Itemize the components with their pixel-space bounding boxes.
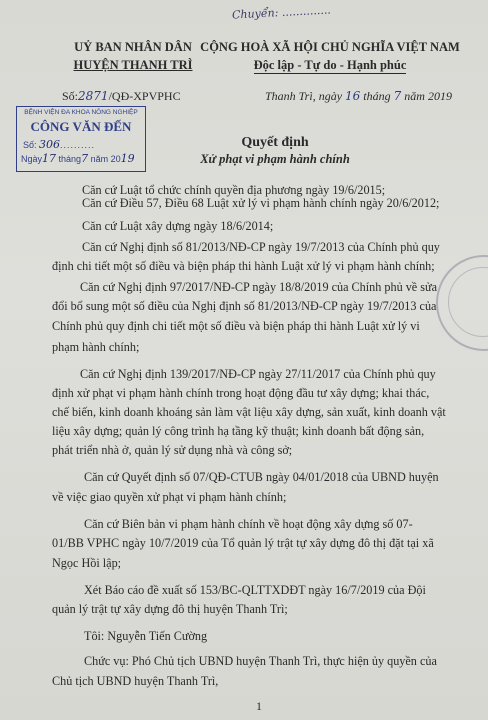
stamp-hospital-name: BỆNH VIỆN ĐA KHOA NÔNG NGHIỆP [24,109,138,116]
document-number [62,89,181,104]
issue-date [265,89,452,104]
decision-title: Quyết định [241,135,309,150]
body-line: Căn cứ Luật tổ chức chính quyền địa phương ngày 19/6/2015; [82,183,386,197]
body-line: về việc giao quyền xử phạt vi phạm hành chính; [52,490,287,504]
date-day: 16 [345,89,361,103]
body-line: Căn cứ Luật xây dựng ngày 18/6/2014; [82,219,274,233]
body-line: Căn cứ Biên bản vi phạm hành chính về hoạt động xây dựng số 07- [84,517,413,531]
body-line: Chủ tịch UBND huyện Thanh Trì, [52,674,219,688]
stamp-number-value: 306 [39,138,61,151]
national-motto: Độc lập - Tự do - Hạnh phúc [253,58,407,72]
body-line: Chức vụ: Phó Chủ tịch UBND huyện Thanh Trì, thực hiện ủy quyền của [84,654,437,668]
document-number-suffix: /QĐ-XPVPHC [108,89,181,103]
body-line: định chi tiết một số điều và biện pháp thi hành Luật xử lý vi phạm hành chính; [52,259,435,273]
official-round-seal [436,255,488,351]
body-line: Tôi: Nguyễn Tiến Cường [84,629,208,643]
stamp-month-value: 7 [81,152,89,165]
body-line: Căn cứ Quyết định số 07/QĐ-CTUB ngày 04/01/2018 của UBND huyện [84,470,439,484]
body-line: quản lý trật tự xây dựng đô thị huyện Thanh Trì; [52,602,288,616]
stamp-year-label: năm 20 [90,154,121,164]
body-line: Ngọc Hồi lập; [52,556,122,570]
stamp-date-row [17,152,145,165]
page-number: 1 [256,699,262,713]
stamp-month-label: tháng [58,154,82,164]
body-line: phạm hành chính; [52,340,140,354]
stamp-number-row: Số: 306.......... [23,138,96,151]
issuing-agency-header [62,40,204,73]
stamp-title: CÔNG VĂN ĐẾN [30,119,132,134]
decision-subtitle: Xử phạt vi phạm hành chính [200,152,350,166]
nation-title: CỘNG HOÀ XÃ HỘI CHỦ NGHĨA VIỆT NAM [200,40,460,54]
body-line: Chính phủ quy định chi tiết một số điều và biện pháp thi hành Luật xử lý vi [52,319,420,333]
stamp-number-label: Số: [23,140,37,150]
agency-name: UỶ BAN NHÂN DÂN [74,40,192,54]
body-line: liệu xây dựng; quản lý công trình hạ tầng kỹ thuật; kinh doanh bất động sản, [52,424,425,438]
body-line: Căn cứ Nghị định 139/2017/NĐ-CP ngày 27/11/2017 của Chính phủ quy [80,367,436,381]
national-header [196,40,464,73]
body-line: Căn cứ Nghị định 97/2017/NĐ-CP ngày 18/8/2019 của Chính phủ về sửa [80,280,438,294]
date-month-word: tháng [363,89,391,103]
stamp-day-value: 17 [42,152,57,165]
district-name: HUYỆN THANH TRÌ [73,58,193,72]
stamp-day-label: Ngày [21,154,43,164]
body-line: Căn cứ Điều 57, Điều 68 Luật xử lý vi phạm hành chính ngày 20/6/2012; [82,196,440,210]
body-line: đổi bổ sung một số điều của Nghị định số 81/2013/NĐ-CP ngày 19/7/2013 của [52,299,437,313]
body-line: phát triển nhà ở, quản lý sử dụng nhà và công sở; [52,443,293,457]
date-month: 7 [393,89,402,103]
handwritten-routing-note: Chuyển: .............. [231,3,332,22]
body-line: định xử phạt vi phạm hành chính trong hoạt động đầu tư xây dựng; khai thác, [52,386,430,400]
body-line: Căn cứ Nghị định số 81/2013/NĐ-CP ngày 19/7/2013 của Chính phủ quy [82,240,440,254]
body-line: Xét Báo cáo đề xuất số 153/BC-QLTTXDĐT ngày 16/7/2019 của Đội [84,583,426,597]
received-document-stamp [16,106,146,172]
body-line: 01/BB VPHC ngày 10/7/2019 của Tổ quản lý trật tự xây dựng đô thị đặt tại xã [52,536,434,550]
document-number-prefix: Số: [62,89,79,103]
date-prefix: Thanh Trì, ngày [265,89,343,103]
document-number-handwritten: 2871 [78,89,109,103]
date-year: năm 2019 [404,89,452,103]
stamp-year-value: 19 [120,152,135,165]
body-line: chế biến, kinh doanh khoáng sản làm vật liệu xây dựng, sản xuất, kinh doanh vật [52,405,446,419]
